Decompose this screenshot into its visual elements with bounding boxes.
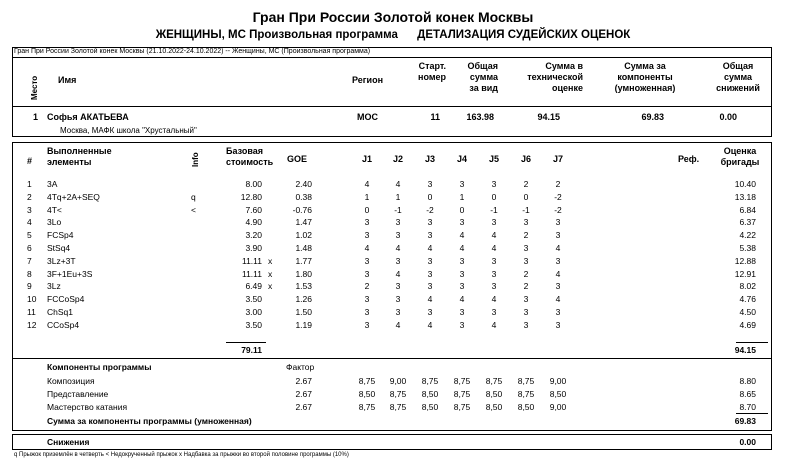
element-judge-7-score: -2 (554, 204, 562, 215)
element-judge-5-score: 4 (491, 294, 497, 305)
element-judge-4-score: 3 (459, 307, 465, 317)
skater-start-number: 11 (430, 112, 440, 122)
element-judge-7-score: 3 (555, 255, 561, 266)
element-judge-6-score: 0 (523, 191, 529, 202)
component-judge-2-score: 8,75 (389, 402, 407, 412)
component-judge-6-score: 8,50 (517, 402, 535, 412)
component-judge-3-score: 8,50 (421, 402, 439, 412)
element-number: 10 (27, 294, 37, 305)
element-base-value: 3.50 (245, 294, 262, 305)
component-judge-5-score: 8,75 (485, 376, 503, 386)
component-score-header: Сумма за компоненты (умноженная) (614, 61, 676, 93)
element-judge-4-score: 3 (459, 281, 465, 292)
element-judge-5-score: 3 (491, 217, 497, 228)
element-judge-2-score: -1 (394, 204, 402, 215)
element-judge-1-score: 4 (364, 179, 370, 189)
element-number-header: # (27, 156, 33, 166)
element-judge-7-score: 3 (555, 217, 561, 228)
component-judge-7-score: 8,50 (549, 389, 567, 399)
component-judge-5-score: 8,50 (485, 402, 503, 412)
element-goe: 1.53 (295, 281, 312, 292)
element-judge-1-score: 2 (364, 281, 370, 292)
element-base-value: 12.80 (240, 191, 262, 202)
element-code: 4T< (47, 204, 62, 215)
element-bonus-mark: x (268, 255, 273, 266)
element-judge-4-score: 3 (459, 319, 465, 330)
element-panel-score: 8.02 (739, 281, 756, 292)
judge-header-4: J4 (456, 154, 467, 164)
element-judge-7-score: 3 (555, 307, 561, 317)
component-name: Представление (47, 389, 109, 399)
element-judge-5-score: 3 (491, 281, 497, 292)
component-judge-7-score: 9,00 (549, 376, 567, 386)
element-info: < (191, 204, 196, 215)
element-number: 11 (27, 307, 36, 317)
element-judge-1-score: 0 (364, 204, 370, 215)
component-judge-4-score: 8,75 (453, 402, 471, 412)
element-number: 6 (27, 243, 32, 253)
element-judge-6-score: 3 (523, 319, 529, 330)
element-number: 7 (27, 255, 32, 266)
component-judge-5-score: 8,50 (485, 389, 503, 399)
name-header: Имя (58, 75, 77, 85)
element-judge-7-score: -2 (554, 191, 562, 202)
judge-header-2: J2 (392, 154, 403, 164)
element-base-value: 11.11 (241, 255, 262, 266)
element-code: FCSp4 (47, 230, 74, 241)
element-judge-6-score: 2 (523, 281, 529, 292)
element-goe: 1.26 (295, 294, 312, 305)
element-panel-score: 12.91 (734, 268, 756, 279)
base-value-header: Базовая стоимость (226, 146, 274, 167)
element-judge-3-score: 3 (427, 268, 433, 279)
element-panel-score: 10.40 (734, 179, 756, 189)
element-info: q (191, 191, 196, 202)
element-code: CCoSp4 (47, 319, 80, 330)
element-judge-6-score: -1 (522, 204, 530, 215)
start-number-header: Старт. номер (418, 61, 446, 82)
report-subtitle (0, 29, 786, 41)
element-judge-5-score: 4 (491, 230, 497, 241)
component-judge-6-score: 8,75 (517, 389, 535, 399)
component-panel-score: 8.65 (739, 389, 756, 399)
component-factor: 2.67 (295, 402, 312, 412)
element-goe: 1.77 (295, 255, 312, 266)
element-bonus-mark: x (268, 281, 273, 292)
component-sum-value: 69.83 (734, 416, 756, 426)
elements-score-divider (736, 342, 768, 343)
deductions-value: 0.00 (739, 437, 756, 447)
component-judge-2-score: 9,00 (389, 376, 407, 386)
component-judge-3-score: 8,75 (421, 376, 439, 386)
element-goe: 1.19 (295, 319, 312, 330)
element-judge-1-score: 4 (364, 243, 370, 253)
element-judge-2-score: 4 (395, 268, 401, 279)
factor-header: Фактор (286, 362, 315, 372)
element-judge-5-score: -1 (490, 204, 498, 215)
element-bonus-mark: x (268, 268, 273, 279)
element-judge-4-score: 4 (459, 294, 465, 305)
element-base-value: 11.11 (241, 268, 262, 279)
skater-name: Софья АКАТЬЕВА (47, 112, 129, 122)
place-header: Место (30, 75, 39, 100)
element-goe: 1.02 (295, 230, 312, 241)
element-number: 9 (27, 281, 32, 292)
referee-header: Реф. (678, 154, 700, 164)
element-judge-1-score: 3 (364, 319, 370, 330)
element-judge-5-score: 3 (491, 179, 497, 189)
component-sum-label: Сумма за компоненты программы (умноженная) (47, 416, 252, 426)
element-judge-3-score: 3 (427, 307, 433, 317)
subtitle-category: ЖЕНЩИНЫ, МС Произвольная программа (155, 29, 398, 41)
element-base-value: 8.00 (245, 179, 262, 189)
element-panel-score: 12.88 (734, 255, 756, 266)
element-judge-6-score: 3 (523, 294, 529, 305)
element-judge-2-score: 3 (395, 307, 401, 317)
element-judge-4-score: 3 (459, 179, 465, 189)
component-name: Композиция (47, 376, 95, 386)
judge-header-5: J5 (488, 154, 499, 164)
element-number: 8 (27, 268, 32, 279)
element-judge-5-score: 3 (491, 255, 497, 266)
element-judge-6-score: 3 (523, 243, 529, 253)
element-judge-6-score: 3 (523, 307, 529, 317)
element-judge-3-score: 3 (427, 255, 433, 266)
element-judge-1-score: 1 (364, 191, 370, 202)
footnote: q Прыжок приземлён в четверть < Недокрученный прыжок x Надбавка за прыжки во второй половине программы (10%) (14, 452, 349, 458)
element-number: 4 (27, 217, 32, 228)
element-panel-score: 5.38 (739, 243, 756, 253)
component-factor: 2.67 (295, 376, 312, 386)
component-panel-score: 8.70 (739, 402, 756, 412)
panel-score-header: Оценка бригады (720, 146, 760, 167)
component-judge-7-score: 9,00 (549, 402, 567, 412)
subtitle-section: ДЕТАЛИЗАЦИЯ СУДЕЙСКИХ ОЦЕНОК (417, 29, 631, 41)
element-judge-4-score: 3 (459, 255, 465, 266)
element-base-value: 3.50 (245, 319, 262, 330)
element-number: 2 (27, 191, 32, 202)
element-judge-3-score: 4 (427, 319, 433, 330)
element-goe: 1.50 (295, 307, 312, 317)
components-header: Компоненты программы (47, 362, 152, 372)
element-judge-2-score: 3 (395, 281, 401, 292)
element-code: 3Lz (47, 281, 61, 292)
total-score-header: Общая сумма за вид (467, 61, 498, 93)
element-judge-2-score: 3 (395, 230, 401, 241)
element-code: 3F+1Eu+3S (47, 268, 93, 279)
element-judge-1-score: 3 (364, 268, 370, 279)
element-panel-score: 6.37 (739, 217, 756, 228)
element-judge-3-score: 4 (427, 243, 433, 253)
element-base-value: 7.60 (245, 204, 262, 215)
event-line-divider (12, 57, 772, 58)
element-judge-5-score: 4 (491, 319, 497, 330)
element-code: 3Lo (47, 217, 62, 228)
elements-total-divider (226, 342, 266, 343)
tech-score-header: Сумма в технической оценке (527, 61, 583, 93)
base-value-total: 79.11 (241, 345, 262, 355)
element-judge-3-score: 3 (427, 281, 433, 292)
element-base-value: 4.90 (245, 217, 262, 228)
judge-header-7: J7 (552, 154, 563, 164)
element-judge-7-score: 4 (555, 294, 561, 305)
element-judge-6-score: 3 (523, 217, 529, 228)
element-panel-score: 6.84 (739, 204, 756, 215)
element-number: 3 (27, 204, 32, 215)
element-judge-3-score: 3 (427, 217, 433, 228)
component-judge-3-score: 8,50 (421, 389, 439, 399)
deductions-header: Общая сумма снижений (716, 61, 760, 93)
element-number: 1 (27, 179, 32, 189)
element-judge-3-score: 3 (427, 230, 433, 241)
element-judge-4-score: 4 (459, 243, 465, 253)
element-judge-6-score: 2 (523, 268, 529, 279)
tech-score-total: 94.15 (734, 345, 756, 355)
element-judge-2-score: 3 (395, 217, 401, 228)
element-number: 12 (27, 319, 37, 330)
component-judge-1-score: 8,75 (358, 402, 376, 412)
component-judge-2-score: 8,75 (389, 389, 407, 399)
element-judge-7-score: 3 (555, 281, 561, 292)
element-panel-score: 13.18 (734, 191, 756, 202)
components-divider (12, 358, 772, 359)
skater-deductions: 0.00 (719, 112, 737, 122)
element-code: ChSq1 (47, 307, 73, 317)
skater-component-score: 69.83 (641, 112, 664, 122)
component-judge-1-score: 8,75 (358, 376, 376, 386)
skater-place: 1 (33, 112, 39, 122)
summary-divider (12, 106, 772, 107)
element-judge-1-score: 3 (364, 230, 370, 241)
element-judge-1-score: 3 (364, 255, 370, 266)
skater-club: Москва, МАФК школа "Хрустальный" (60, 126, 197, 135)
component-judge-4-score: 8,75 (453, 389, 471, 399)
element-judge-6-score: 2 (523, 230, 529, 241)
element-code: 3Lz+3T (47, 255, 76, 266)
judge-header-6: J6 (520, 154, 531, 164)
element-goe: 1.80 (295, 268, 312, 279)
element-judge-7-score: 4 (555, 243, 561, 253)
element-judge-2-score: 3 (395, 255, 401, 266)
element-panel-score: 4.22 (739, 230, 756, 241)
skater-total-score: 163.98 (466, 112, 494, 122)
component-judge-4-score: 8,75 (453, 376, 471, 386)
element-panel-score: 4.76 (739, 294, 756, 305)
element-goe: -0.76 (292, 204, 312, 215)
report-title: Гран При России Золотой конек Москвы (252, 9, 534, 25)
region-header: Регион (352, 75, 383, 85)
element-base-value: 3.20 (245, 230, 262, 241)
element-judge-5-score: 0 (491, 191, 497, 202)
element-judge-6-score: 3 (523, 255, 529, 266)
element-judge-1-score: 3 (364, 294, 370, 305)
element-code: FCCoSp4 (47, 294, 85, 305)
component-name: Мастерство катания (47, 402, 128, 412)
element-judge-2-score: 4 (395, 319, 401, 330)
element-judge-6-score: 2 (523, 179, 529, 189)
judge-header-3: J3 (424, 154, 435, 164)
judge-header-1: J1 (361, 154, 372, 164)
element-judge-4-score: 3 (459, 217, 465, 228)
element-name-header: Выполненные элементы (47, 146, 112, 167)
element-judge-2-score: 4 (395, 243, 401, 253)
deductions-box (12, 434, 772, 450)
element-judge-2-score: 1 (395, 191, 401, 202)
element-judge-3-score: 3 (427, 179, 433, 189)
component-sum-divider (736, 413, 768, 414)
element-goe: 1.47 (295, 217, 312, 228)
element-code: StSq4 (47, 243, 71, 253)
component-factor: 2.67 (295, 389, 312, 399)
element-judge-5-score: 3 (491, 268, 497, 279)
element-judge-7-score: 2 (555, 179, 561, 189)
element-judge-5-score: 4 (491, 243, 497, 253)
goe-header: GOE (287, 154, 308, 164)
element-number: 5 (27, 230, 32, 241)
component-panel-score: 8.80 (739, 376, 756, 386)
element-base-value: 3.00 (245, 307, 262, 317)
element-goe: 0.38 (295, 191, 312, 202)
element-judge-4-score: 3 (459, 268, 465, 279)
element-base-value: 6.49 (245, 281, 262, 292)
element-judge-5-score: 3 (491, 307, 497, 317)
skater-tech-score: 94.15 (537, 112, 560, 122)
element-judge-7-score: 3 (555, 319, 561, 330)
element-judge-3-score: -2 (426, 204, 434, 215)
component-judge-6-score: 8,75 (517, 376, 535, 386)
element-judge-1-score: 3 (364, 307, 370, 317)
element-judge-2-score: 4 (395, 179, 401, 189)
element-judge-2-score: 3 (395, 294, 401, 305)
element-panel-score: 4.50 (739, 307, 756, 317)
element-judge-7-score: 4 (555, 268, 561, 279)
deductions-label: Снижения (47, 437, 90, 447)
element-judge-4-score: 0 (459, 204, 465, 215)
element-code: 3A (47, 179, 58, 189)
element-goe: 2.40 (295, 179, 312, 189)
event-line: Гран При России Золотой конек Москвы (21.10.2022-24.10.2022) -- Женщины, МС (Произвольная программа) (14, 48, 371, 55)
element-judge-1-score: 3 (364, 217, 370, 228)
info-header: Info (191, 152, 200, 167)
element-judge-3-score: 4 (427, 294, 433, 305)
element-code: 4Tq+2A+SEQ (47, 191, 100, 202)
element-judge-4-score: 4 (459, 230, 465, 241)
element-judge-3-score: 0 (427, 191, 433, 202)
component-judge-1-score: 8,50 (358, 389, 376, 399)
element-base-value: 3.90 (245, 243, 262, 253)
element-judge-4-score: 1 (459, 191, 465, 202)
element-panel-score: 4.69 (739, 319, 756, 330)
element-goe: 1.48 (295, 243, 312, 253)
element-judge-7-score: 3 (555, 230, 561, 241)
skater-region: МОС (357, 112, 378, 122)
